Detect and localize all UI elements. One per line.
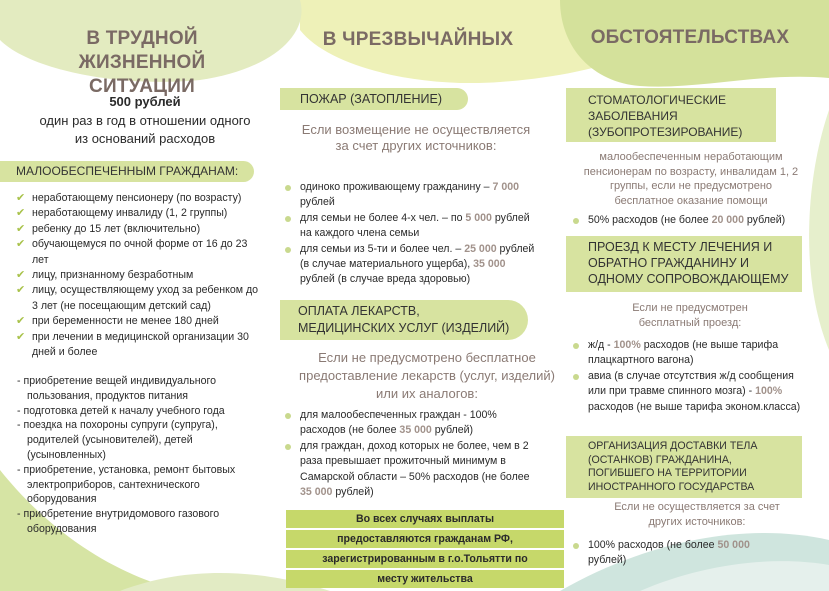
amount: 100% — [755, 385, 783, 398]
travel-label: ПРОЕЗД К МЕСТУ ЛЕЧЕНИЯ И ОБРАТНО ГРАЖДАНИНУ И ОДНОМУ СОПРОВОЖДАЮЩЕМУ — [566, 236, 802, 292]
list-item: 100% расходов (не более 50 000 рублей) — [570, 538, 790, 569]
travel-list — [570, 338, 810, 415]
dental-label: СТОМАТОЛОГИЧЕСКИЕ ЗАБОЛЕВАНИЯ (ЗУБОПРОТЕЗИРОВАНИЕ) — [566, 88, 776, 142]
amount: 7 000 — [492, 181, 519, 193]
recipients-list — [14, 191, 266, 360]
notice-line: предоставляются гражданам РФ, — [286, 530, 564, 548]
dental-condition: малообеспеченным неработающим пенсионерам по возрасту, инвалидам 1, 2 группы, если не предусмотрено бесплатное оказание помощи — [583, 151, 799, 207]
medicine-condition: Если не предусмотрено бесплатное предоставление лекарств (услуг, изделий) или их аналогов: — [299, 350, 555, 401]
amount: 25 000 — [464, 242, 497, 255]
notice-box — [286, 510, 564, 588]
notice-line: месту жительства — [286, 570, 564, 588]
list-item: ✔ лицу, признанному безработным — [14, 268, 266, 283]
list-item: ✔ неработающему инвалиду (1, 2 группы) — [14, 206, 266, 221]
notice-line: зарегистрированным в г.о.Тольятти по — [286, 550, 564, 568]
fire-list — [282, 180, 540, 288]
amount-500: 500 рублей — [109, 94, 181, 109]
list-item: для семьи не более 4-х чел. – по 5 000 рублей на каждого члена семьи — [282, 211, 540, 242]
list-item: - приобретение внутридомового газового оборудования — [17, 508, 220, 535]
body-delivery-label: ОРГАНИЗАЦИЯ ДОСТАВКИ ТЕЛА (ОСТАНКОВ) ГРАЖДАНИНА, ПОГИБШЕГО НА ТЕРРИТОРИИ ИНОСТРАННОГО ГОСУДАРСТВА — [566, 436, 802, 498]
dental-list — [570, 213, 820, 228]
right-edge-wave — [809, 110, 829, 350]
amount: 5 000 — [465, 211, 492, 224]
medicine-label: ОПЛАТА ЛЕКАРСТВ, МЕДИЦИНСКИХ УСЛУГ (ИЗДЕЛИЙ) — [280, 300, 528, 340]
list-item: ✔ неработающему пенсионеру (по возрасту) — [14, 191, 266, 206]
amount: 50 000 — [717, 539, 750, 551]
list-item: - подготовка детей к началу учебного года — [17, 404, 225, 417]
title-left: В ТРУДНОЙ ЖИЗНЕННОЙ СИТУАЦИИ — [78, 28, 206, 97]
travel-condition: Если не предусмотрен бесплатный проезд: — [632, 302, 748, 329]
body-delivery-list — [570, 538, 790, 569]
title-right: ОБСТОЯТЕЛЬСТВАХ — [590, 27, 790, 48]
frequency-text: один раз в год в отношении одного из оснований расходов — [39, 113, 251, 146]
list-item: - приобретение, установка, ремонт бытовых электроприборов, сантехнического оборудования — [17, 463, 236, 506]
recipients-label: МАЛООБЕСПЕЧЕННЫМ ГРАЖДАНАМ: — [0, 161, 254, 182]
list-item: 50% расходов (не более 20 000 рублей) — [570, 213, 820, 228]
expenses-list — [17, 374, 257, 537]
amount: 20 000 — [711, 214, 744, 226]
title-middle: В ЧРЕЗВЫЧАЙНЫХ — [322, 29, 514, 50]
amount: 35 000 — [399, 424, 432, 437]
list-item: ✔ при лечении в медицинской организации 30 дней и более — [14, 330, 266, 361]
body-delivery-condition: Если не осуществляется за счет других источников: — [614, 501, 780, 528]
list-item: ✔ при беременности не менее 180 дней — [14, 314, 266, 329]
medicine-list — [282, 408, 532, 500]
amount: 100% — [613, 339, 641, 351]
fire-condition: Если возмещение не осуществляется за счет других источников: — [301, 122, 531, 153]
list-item: - приобретение вещей индивидуального пользования, продуктов питания — [17, 375, 217, 402]
fire-label: ПОЖАР (ЗАТОПЛЕНИЕ) — [280, 88, 468, 110]
list-item: авиа (в случае отсутствия ж/д сообщения или при травме спинного мозга) - 100% расходов (не выше тарифа эконом.класса) — [570, 369, 810, 415]
list-item: одиноко проживающему гражданину – 7 000 рублей — [282, 180, 540, 211]
list-item: для семьи из 5-ти и более чел. – 25 000 рублей (в случае материального ущерба), 35 000 рублей (в случае вреда здоровью) — [282, 242, 540, 288]
amount: 35 000 — [300, 486, 333, 499]
list-item: ✔ обучающемуся по очной форме от 16 до 23 лет — [14, 237, 266, 268]
list-item: ✔ лицу, осуществляющему уход за ребенком до 3 лет (не посещающим детский сад) — [14, 283, 266, 314]
amount: 35 000 — [473, 258, 506, 271]
list-item: - поездка на похороны супруги (супруга), родителей (усыновителей), детей (усыновленных) — [17, 419, 218, 461]
list-item: для малообеспеченных граждан - 100% расходов (не более 35 000 рублей) — [282, 408, 532, 439]
list-item: ✔ ребенку до 15 лет (включительно) — [14, 222, 266, 237]
notice-line: Во всех случаях выплаты — [286, 510, 564, 528]
list-item: ж/д - 100% расходов (не выше тарифа плацкартного вагона) — [570, 338, 810, 369]
list-item: для граждан, доход которых не более, чем в 2 раза превышает прожиточный минимум в Самарской области – 50% расходов (не более 35 000 рублей) — [282, 439, 532, 501]
